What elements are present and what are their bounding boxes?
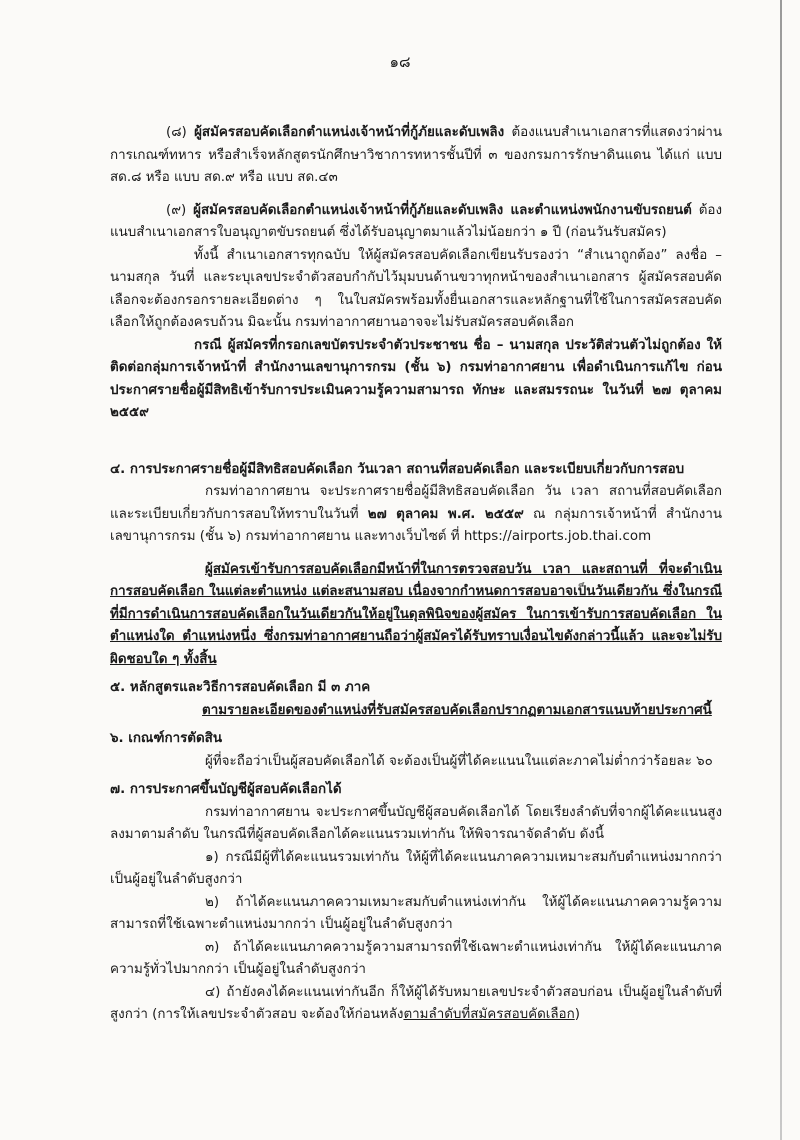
page-number: ๑๘ [389, 53, 411, 71]
paragraph-9-number: (๙) [166, 202, 187, 218]
section-4-warning: ผู้สมัครเข้ารับการสอบคัดเลือกมีหน้าที่ในการตรวจสอบวัน เวลา และสถานที่ ที่จะดำเนินการสอบคัดเลือก ในแต่ละตำแหน่ง แต่ละสนามสอบ เนื่องจากกำหนดการสอบอาจเป็นวันเดียวกัน ซึ่งในกรณีที่มีการดำเนินการสอบคัดเลือกในวันเดียวกันให้อยู่ในดุลพินิจของผู้สมัคร ในการเข้ารับการสอบคัดเลือก ในตำแหน่งใด ตำแหน่งหนึ่ง ซึ่งกรมท่าอากาศยานถือว่าผู้สมัครได้รับทราบเงื่อนไขดังกล่าวนี้แล้ว และจะไม่รับผิดชอบใด ๆ ทั้งสิ้น [110, 561, 722, 667]
paragraph-8 [110, 122, 722, 190]
paragraph-9 [110, 200, 722, 245]
section-4-date: ๒๗ ตุลาคม พ.ศ. ๒๕๕๙ [367, 506, 524, 522]
section-6-heading: ๖. เกณฑ์การตัดสิน [110, 731, 223, 746]
section-7-item-4 [110, 982, 722, 1027]
paragraph-bold-notice: กรณี ผู้สมัครที่กรอกเลขบัตรประจำตัวประชาชน ชื่อ – นามสกุล ประวัติส่วนตัวไม่ถูกต้อง ให้ติดต่อกลุ่มการเจ้าหน้าที่ สำนักงานเลขานุการกรม (ชั้น ๖) กรมท่าอากาศยาน เพื่อดำเนินการแก้ไข ก่อนประกาศรายชื่อผู้มีสิทธิเข้ารับการประเมินความรู้ความสามารถ ทักษะ และสมรรถนะ ในวันที่ ๒๗ ตุลาคม ๒๕๕๙ [110, 337, 722, 420]
document-body [110, 122, 722, 1027]
paragraph-8-bold: ผู้สมัครสอบคัดเลือกตำแหน่งเจ้าหน้าที่กู้ภัยและดับเพลิง [194, 125, 505, 140]
paragraph-note: ทั้งนี้ สำเนาเอกสารทุกฉบับ ให้ผู้สมัครสอบคัดเลือกเขียนรับรองว่า “สำเนาถูกต้อง” ลงชื่อ – นามสกุล วันที่ และระบุเลขประจำตัวสอบกำกับไว้มุมบนด้านขวาทุกหน้าของสำเนาเอกสาร ผู้สมัครสอบคัดเลือกจะต้องกรอกรายละเอียดต่าง ๆ ในใบสมัครพร้อมทั้งยื่นเอกสารและหลักฐานที่ใช้ในการสมัครสอบคัดเลือกให้ถูกต้องครบถ้วน มิฉะนั้น กรมท่าอากาศยานอาจจะไม่รับสมัครสอบคัดเลือก [110, 247, 722, 330]
section-5-line: ตามรายละเอียดของตำแหน่งที่รับสมัครสอบคัดเลือกปรากฏตามเอกสารแนบท้ายประกาศนี้ [202, 702, 712, 718]
section-7-item-4-a: ๔) ถ้ายังคงได้คะแนนเท่ากันอีก ก็ให้ผู้ได้รับหมายเลขประจำตัวสอบก่อน เป็นผู้อยู่ในลำดับที่สูงกว่า (การให้เลขประจำตัวสอบ จะต้องให้ก่อนหลัง [110, 984, 722, 1022]
paragraph-8-number: (๘) [166, 125, 187, 140]
section-5-heading: ๕. หลักสูตรและวิธีการสอบคัดเลือก มี ๓ ภาค [110, 680, 371, 695]
section-7-item-2: ๒) ถ้าได้คะแนนภาคความเหมาะสมกับตำแหน่งเท่ากัน ให้ผู้ได้คะแนนภาคความรู้ความสามารถที่ใช้เฉพาะตำแหน่งมากกว่า เป็นผู้อยู่ในลำดับสูงกว่า [110, 894, 722, 932]
section-4-text [110, 481, 722, 549]
section-4-heading: ๔. การประกาศรายชื่อผู้มีสิทธิสอบคัดเลือก วันเวลา สถานที่สอบคัดเลือก และระเบียบเกี่ยวกับการสอบ [110, 461, 685, 477]
paragraph-8-text: ต้องแนบสำเนาเอกสารที่แสดงว่าผ่านการเกณฑ์ทหาร หรือสำเร็จหลักสูตรนักศึกษาวิชาการทหารชั้นปีที่ ๓ ของกรมการรักษาดินแดน ได้แก่ แบบ สด.๘ หรือ แบบ สด.๙ หรือ แบบ สด.๔๓ [110, 125, 722, 185]
paragraph-9-bold: ผู้สมัครสอบคัดเลือกตำแหน่งเจ้าหน้าที่กู้ภัยและดับเพลิง และตำแหน่งพนักงานขับรถยนต์ [193, 202, 692, 218]
section-7-item-3: ๓) ถ้าได้คะแนนภาคความรู้ความสามารถที่ใช้เฉพาะตำแหน่งเท่ากัน ให้ผู้ได้คะแนนภาคความรู้ทั่วไปมากกว่า เป็นผู้อยู่ในลำดับสูงกว่า [110, 939, 722, 977]
section-7-item-4-underline: ตามลำดับที่สมัครสอบคัดเลือก [403, 1007, 575, 1022]
section-6-text: ผู้ที่จะถือว่าเป็นผู้สอบคัดเลือกได้ จะต้องเป็นผู้ที่ได้คะแนนในแต่ละภาคไม่ต่ำกว่าร้อยละ ๖๐ [205, 753, 713, 769]
section-4-text-b: ณ กลุ่มการเจ้าหน้าที่ สำนักงานเลขานุการกรม (ชั้น ๖) กรมท่าอากาศยาน และทางเว็บไซต์ ที่ https://airports.job.thai.com [110, 506, 722, 544]
section-7-heading: ๗. การประกาศขึ้นบัญชีผู้สอบคัดเลือกได้ [110, 782, 342, 797]
section-7-item-4-b: ) [574, 1007, 580, 1022]
section-4-text-a: กรมท่าอากาศยาน จะประกาศรายชื่อผู้มีสิทธิสอบคัดเลือก วัน เวลา สถานที่สอบคัดเลือก และระเบียบเกี่ยวกับการสอบให้ทราบในวันที่ [110, 484, 722, 522]
section-7-item-1: ๑) กรณีมีผู้ที่ได้คะแนนรวมเท่ากัน ให้ผู้ที่ได้คะแนนภาคความเหมาะสมกับตำแหน่งมากกว่า เป็นผู้อยู่ในลำดับสูงกว่า [110, 849, 722, 887]
paragraph-9-text: ต้องแนบสำเนาเอกสารใบอนุญาตขับรถยนต์ ซึ่งได้รับอนุญาตมาแล้วไม่น้อยกว่า ๑ ปี (ก่อนวันรับสมัคร) [110, 202, 722, 240]
section-7-intro: กรมท่าอากาศยาน จะประกาศขึ้นบัญชีผู้สอบคัดเลือกได้ โดยเรียงลำดับที่จากผู้ได้คะแนนสูงลงมาตามลำดับ ในกรณีที่ผู้สอบคัดเลือกได้คะแนนรวมเท่ากัน ให้พิจารณาจัดลำดับ ดังนี้ [110, 804, 722, 842]
